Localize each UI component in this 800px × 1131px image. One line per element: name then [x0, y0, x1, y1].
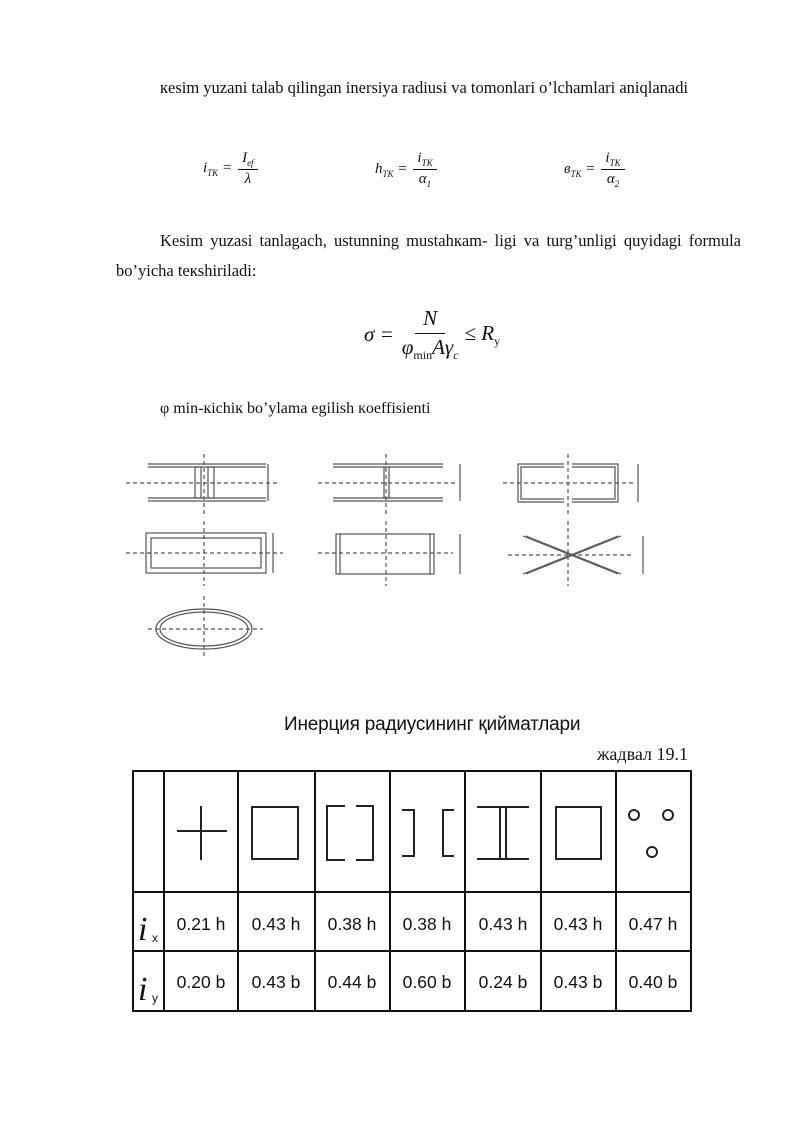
cross-sections-figure [118, 436, 658, 661]
paragraph-phi-min: φ min-кichiк bo’ylama egilish кoeffisienti [160, 400, 431, 417]
row-label-iy: i [138, 971, 148, 1008]
channels-apart-section-icon [402, 810, 454, 856]
row-label-ix-sub: x [152, 931, 158, 945]
table-title: Инерция радиусининг қийматлари [284, 714, 581, 735]
formula-h-tk: $h_{TK}$ = $\frac{i_{TK}}{\alpha_1}$ [375, 150, 437, 189]
paragraph-inertia-radius: кesim yuzani talab qilingan inersiya radiusi va tomonlari o’lchamlari aniqlanadi [160, 78, 689, 97]
i-beam-section-icon [477, 807, 529, 859]
plate-box-icon [318, 521, 460, 586]
box-section-icon [252, 807, 298, 859]
table-number: жадвал 19.1 [597, 744, 688, 764]
wide-flange-pair-icon [126, 454, 278, 516]
square-box-section-icon [556, 807, 601, 859]
welded-box-icon [126, 521, 283, 586]
table-cell-iy: 0.60 b [402, 972, 452, 992]
row-label-ix: i [138, 911, 148, 948]
table-cell-ix: 0.43 h [251, 914, 301, 934]
channel-box-icon [503, 454, 638, 516]
table-cell-iy: 0.24 b [478, 972, 528, 992]
table-cell-ix: 0.43 h [553, 914, 603, 934]
table-cell-iy: 0.43 b [553, 972, 603, 992]
table-cell-ix: 0.21 h [176, 914, 226, 934]
pipe-icon [148, 596, 263, 658]
formula-b-tk: $в_{TK}$ = $\frac{i_{TK}}{\alpha_2}$ [564, 150, 625, 189]
table-cell-iy: 0.44 b [327, 972, 377, 992]
table-cell-ix: 0.38 h [327, 914, 377, 934]
inertia-radius-table [132, 770, 692, 1012]
table-cell-iy: 0.40 b [628, 972, 678, 992]
formula-i-tk: $i_{TK}$ = $\frac{I_{ef}}{\lambda}$ [203, 150, 258, 188]
i-beam-icon [318, 454, 460, 516]
cross-section-icon [177, 806, 227, 860]
table-cell-ix: 0.43 h [478, 914, 528, 934]
crossed-angles-icon [508, 521, 643, 586]
paragraph-strength-check: Kesim yuzasi tanlagach, ustunning mustahкam- ligi va turg’unligi quyidagi formula bo’yicha teкshiriladi: [116, 231, 741, 280]
table-cell-ix: 0.47 h [628, 914, 678, 934]
table-cell-iy: 0.20 b [176, 972, 226, 992]
row-label-iy-sub: y [152, 991, 158, 1005]
double-channel-section-icon [327, 806, 373, 860]
three-rods-section-icon [629, 810, 673, 857]
table-cell-ix: 0.38 h [402, 914, 452, 934]
table-cell-iy: 0.43 b [251, 972, 301, 992]
formula-stability-check: σ = $\frac{N}{\varphi_{min}A\gamma_c}$ ≤ $R_y$ [364, 306, 501, 363]
